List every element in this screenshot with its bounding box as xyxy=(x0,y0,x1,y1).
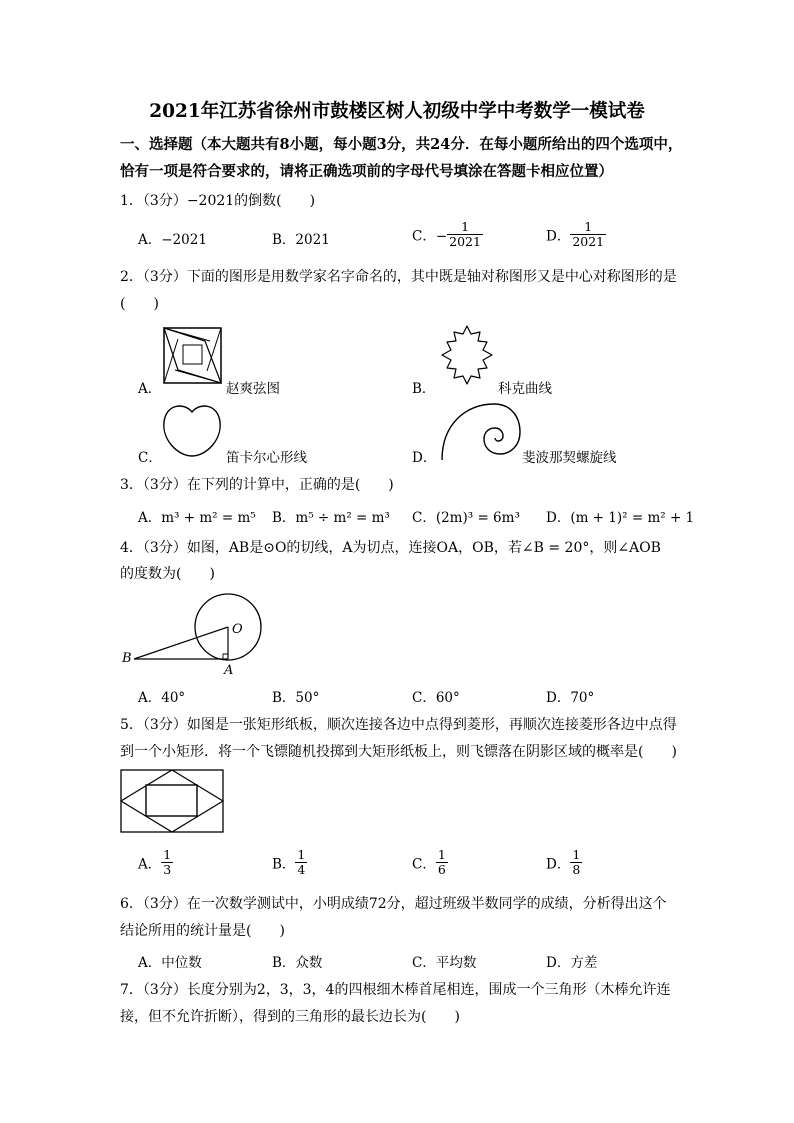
q2-stem-line1: 2．（3分）下面的图形是用数学家名字命名的，其中既是轴对称图形又是中心对称图形的是 xyxy=(120,269,677,285)
q5-option-d xyxy=(546,848,582,877)
q6-option-a: A．中位数 xyxy=(138,955,202,971)
q3-option-d: D．(m + 1)² = m² + 1 xyxy=(546,510,695,526)
q1-option-d xyxy=(546,220,606,249)
point-o-label: O xyxy=(232,622,243,637)
fibonacci-spiral-figure xyxy=(440,402,522,462)
q6-option-b: B．众数 xyxy=(272,955,323,971)
q5-b-numerator: 1 xyxy=(297,847,306,862)
q1-option-a: A．−2021 xyxy=(138,232,207,248)
q5-c-numerator: 1 xyxy=(437,847,446,862)
q4-stem-line1: 4．（3分）如图，AB是⊙O的切线，A为切点，连接OA，OB，若∠B = 20°，则∠AOB xyxy=(120,540,661,556)
q6-stem-line1: 6．（3分）在一次数学测试中，小明成绩72分，超过班级半数同学的成绩，分析得出这个 xyxy=(120,896,667,912)
q5-stem-line1: 5．（3分）如图是一张矩形纸板，顺次连接各边中点得到菱形，再顺次连接菱形各边中点得 xyxy=(120,717,677,733)
point-a-label: A xyxy=(224,663,234,678)
q1-option-c xyxy=(412,220,483,249)
q1-option-b: B．2021 xyxy=(272,232,330,248)
q4-stem-line2: 的度数为( ) xyxy=(120,566,215,582)
q6-stem-line2: 结论所用的统计量是( ) xyxy=(120,923,285,939)
q1-option-d-fraction xyxy=(570,220,606,249)
q5-option-a xyxy=(138,848,173,877)
q1-d-numerator: 1 xyxy=(570,220,606,235)
q1-option-c-fraction xyxy=(447,220,483,249)
q4-option-d: D．70° xyxy=(546,690,595,706)
tangent-circle-figure xyxy=(120,592,280,680)
q5-option-b-fraction xyxy=(295,848,307,877)
q1-c-numerator: 1 xyxy=(447,220,483,235)
q7-stem-line1: 7．（3分）长度分别为2，3，3，4的四根细木棒首尾相连，围成一个三角形（木棒允许连 xyxy=(120,982,671,998)
q5-option-b xyxy=(272,848,307,877)
q5-a-denominator: 3 xyxy=(163,862,172,877)
q2-option-d-letter: D． xyxy=(412,450,437,466)
q5-stem-line2: 到一个小矩形．将一个飞镖随机投掷到大矩形纸板上，则飞镖落在阴影区域的概率是( ) xyxy=(120,744,677,760)
q2-option-b-letter: B． xyxy=(412,381,436,397)
zhao-shuang-figure xyxy=(163,327,223,385)
q5-a-numerator: 1 xyxy=(163,847,172,862)
q2-option-d-caption: 斐波那契螺旋线 xyxy=(522,450,617,466)
q5-b-denominator: 4 xyxy=(297,862,306,877)
q3-option-b: B．m⁵ ÷ m² = m³ xyxy=(272,510,390,526)
q5-option-c-fraction xyxy=(436,848,448,877)
q2-stem-line2: ( ) xyxy=(120,296,159,312)
q3-option-a: A．m³ + m² = m⁵ xyxy=(138,510,256,526)
q3-option-c: C．(2m)³ = 6m³ xyxy=(412,510,520,526)
q6-option-d: D．方差 xyxy=(546,955,598,971)
q7-stem-line2: 接，但不允许折断），得到的三角形的最长边长为( ) xyxy=(120,1009,460,1025)
q5-c-denominator: 6 xyxy=(437,862,446,877)
q5-option-d-fraction xyxy=(570,848,582,877)
section-line-1: 一、选择题（本大题共有8小题，每小题3分，共24分．在每小题所给出的四个选项中， xyxy=(120,136,683,153)
q5-option-d-letter: D． xyxy=(546,856,571,873)
q2-option-c-letter: C． xyxy=(138,450,162,466)
q2-option-b-caption: 科克曲线 xyxy=(498,381,552,397)
q5-option-a-fraction xyxy=(161,848,173,877)
q5-d-numerator: 1 xyxy=(572,847,581,862)
q4-option-b: B．50° xyxy=(272,690,320,706)
q3-stem: 3．（3分）在下列的计算中，正确的是( ) xyxy=(120,477,394,493)
cardioid-figure xyxy=(160,402,224,458)
rectangle-rhombus-figure xyxy=(120,769,224,833)
section-heading xyxy=(120,131,690,185)
q4-option-c: C．60° xyxy=(412,690,460,706)
q5-option-b-letter: B． xyxy=(272,856,296,873)
q5-option-c xyxy=(412,848,448,877)
page-title: 2021年江苏省徐州市鼓楼区树人初级中学中考数学一模试卷 xyxy=(149,101,645,122)
q2-option-c-caption: 笛卡尔心形线 xyxy=(226,450,307,466)
q1-c-denominator: 2021 xyxy=(449,234,481,249)
section-line-2: 恰有一项是符合要求的，请将正确选项前的字母代号填涂在答题卡相应位置） xyxy=(120,163,613,180)
q6-option-c: C．平均数 xyxy=(412,955,477,971)
q1-d-denominator: 2021 xyxy=(572,234,605,249)
q5-option-a-letter: A． xyxy=(138,856,162,873)
koch-snowflake-figure xyxy=(438,324,496,386)
q1-stem: 1．（3分）−2021的倒数( ) xyxy=(120,193,316,209)
q2-option-a-letter: A． xyxy=(138,381,162,397)
q5-d-denominator: 8 xyxy=(572,862,581,877)
q1-option-d-prefix: D． xyxy=(546,228,571,245)
q4-option-a: A．40° xyxy=(138,690,186,706)
point-b-label: B xyxy=(122,651,132,666)
q1-option-c-prefix: C．− xyxy=(412,228,448,245)
q2-option-a-caption: 赵爽弦图 xyxy=(226,381,280,397)
q5-option-c-letter: C． xyxy=(412,856,436,873)
